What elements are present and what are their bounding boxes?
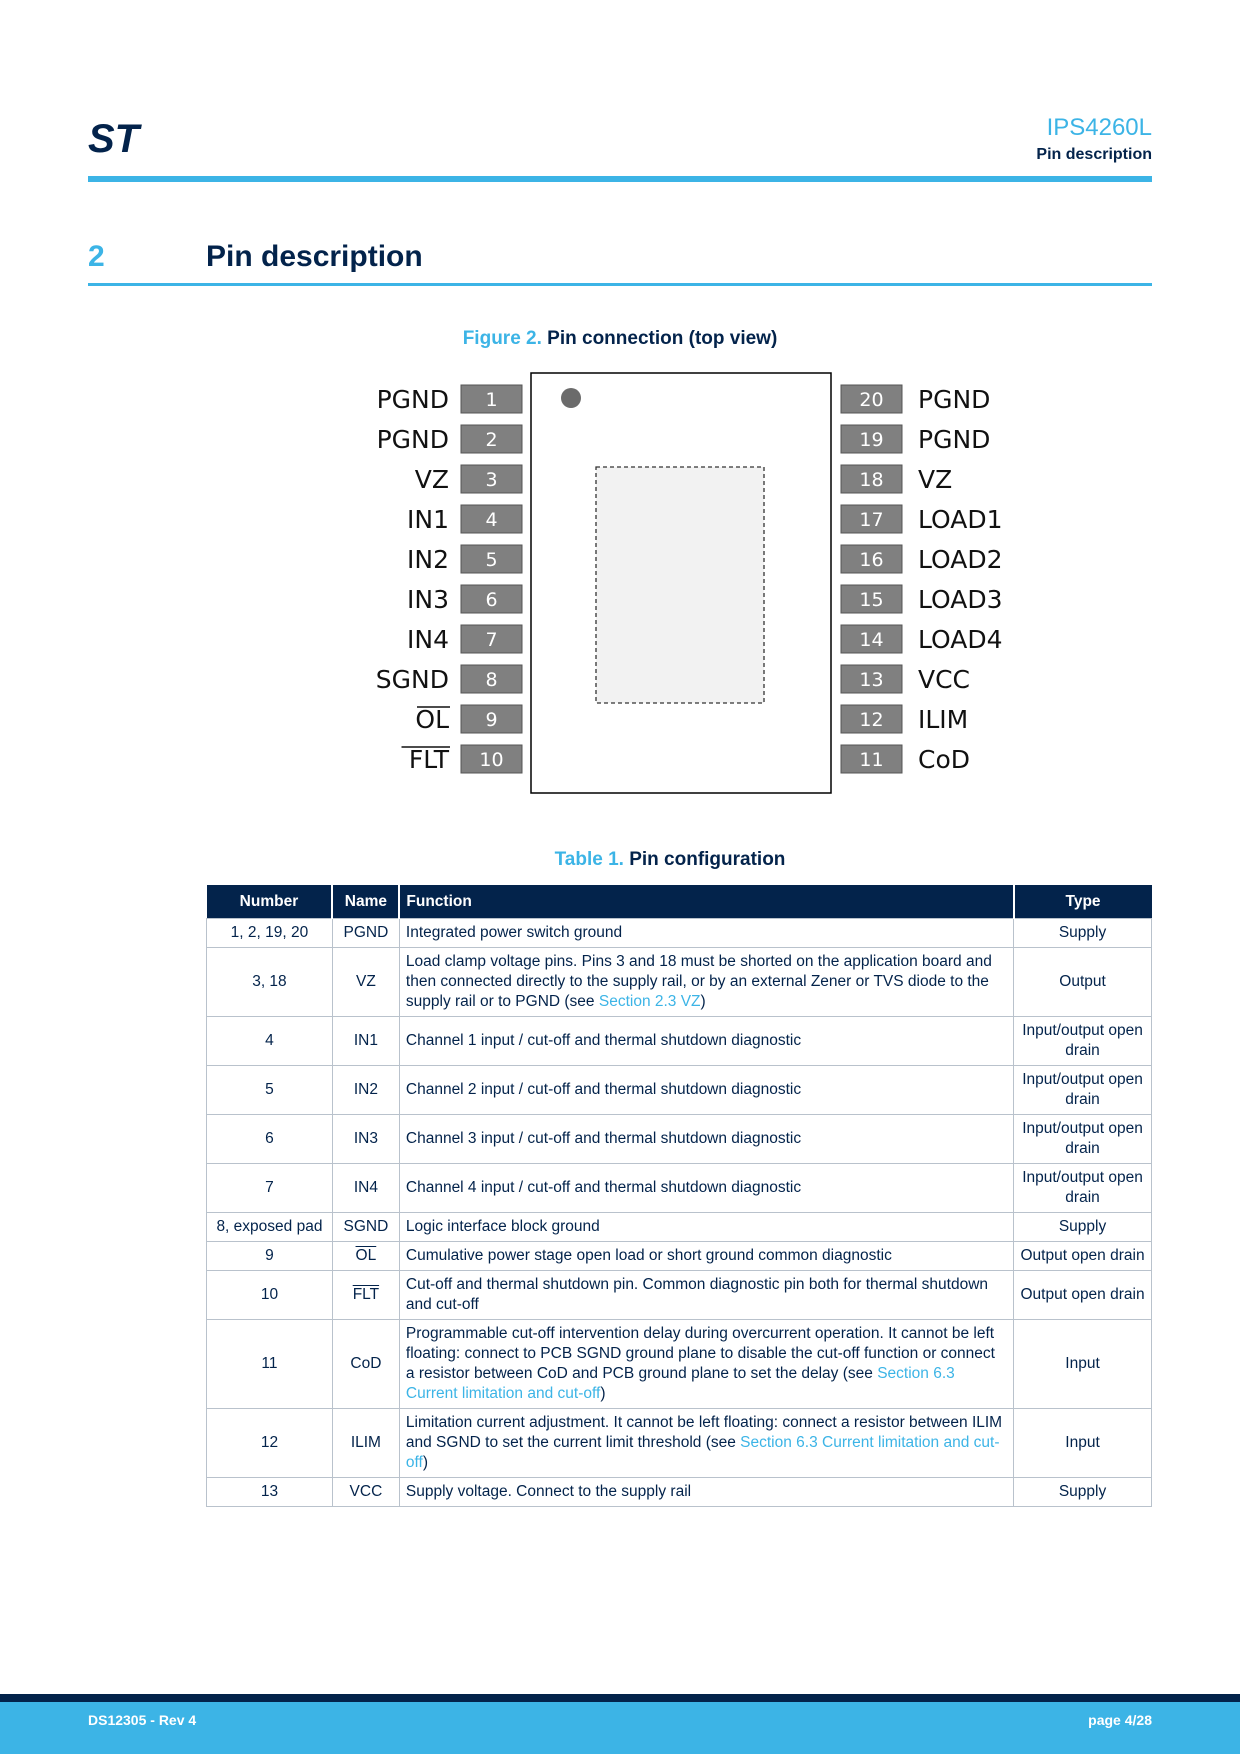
cell-function: [399, 948, 1013, 1017]
cell-name: $\overline{OL}$: [332, 1242, 399, 1271]
cell-type: Input: [1014, 1409, 1152, 1478]
cell-type: Input/output open drain: [1014, 1164, 1152, 1213]
table-title: Pin configuration: [629, 849, 786, 870]
section-link[interactable]: Section 6.3 Current limitation and cut-off: [405, 1365, 955, 1402]
column-header-name: Name: [332, 885, 399, 919]
footer-page-number: page 4/28: [1088, 1712, 1152, 1728]
table-caption: [170, 849, 1170, 871]
cell-name: IN1: [332, 1017, 399, 1066]
footer-bar: [0, 1702, 1240, 1754]
pin-number: 19: [859, 429, 884, 451]
pin-name: ILIM: [918, 705, 969, 734]
st-logo: [88, 118, 158, 158]
cell-function: [399, 1017, 1013, 1066]
table-row: [207, 1017, 1152, 1066]
pin-number: 7: [485, 629, 498, 651]
table-row: [207, 1409, 1152, 1478]
pin-name: IN4: [407, 625, 449, 654]
table-row: [207, 948, 1152, 1017]
cell-function: [399, 1164, 1013, 1213]
cell-function: [399, 1271, 1013, 1320]
left-pin-column: [376, 385, 522, 774]
pin-number: 15: [859, 589, 884, 611]
table-row: [207, 1164, 1152, 1213]
pin-name: LOAD3: [918, 585, 1003, 614]
table-row: [207, 1115, 1152, 1164]
exposed-pad: [596, 467, 764, 703]
pin-name: CoD: [918, 745, 971, 774]
pin-name: VZ: [918, 465, 953, 494]
header-divider: [88, 176, 1152, 182]
figure-title: Pin connection (top view): [547, 328, 778, 349]
pin-configuration-table: [206, 885, 1152, 1507]
function-text: Integrated power switch ground: [405, 924, 623, 941]
cell-function: [399, 1115, 1013, 1164]
cell-name: VCC: [332, 1478, 399, 1507]
cell-number: 4: [207, 1017, 333, 1066]
section-link[interactable]: Section 2.3 VZ: [598, 993, 701, 1010]
pin-name: VZ: [414, 465, 449, 494]
cell-number: 1, 2, 19, 20: [207, 919, 333, 948]
pin-connection-diagram: [360, 370, 1020, 796]
document-title: IPS4260L: [1046, 114, 1152, 141]
cell-type: Output open drain: [1014, 1242, 1152, 1271]
function-text: Programmable cut-off intervention delay during overcurrent operation. It cannot be left floating: connect to PCB SGND ground plane to disable the cut-off function or connect a resistor between CoD and PCB ground plane to set the delay (see: [405, 1325, 995, 1382]
pin-name: IN3: [407, 585, 449, 614]
table-row: [207, 1242, 1152, 1271]
cell-name: IN4: [332, 1164, 399, 1213]
function-text-end: ): [600, 1385, 606, 1402]
cell-name: PGND: [332, 919, 399, 948]
cell-function: [399, 1213, 1013, 1242]
cell-function: [399, 1066, 1013, 1115]
table-label: Table 1.: [554, 849, 624, 870]
cell-name: IN2: [332, 1066, 399, 1115]
cell-number: 8, exposed pad: [207, 1213, 333, 1242]
pin-number: 5: [485, 549, 498, 571]
pin-name: PGND: [918, 385, 991, 414]
pin-name: IN1: [407, 505, 449, 534]
pin-number: 17: [859, 509, 884, 531]
figure-caption: [0, 328, 1240, 350]
section-title: Pin description: [206, 240, 423, 273]
cell-number: 5: [207, 1066, 333, 1115]
cell-number: 6: [207, 1115, 333, 1164]
cell-function: [399, 919, 1013, 948]
cell-type: Input/output open drain: [1014, 1017, 1152, 1066]
cell-name: SGND: [332, 1213, 399, 1242]
function-text: Supply voltage. Connect to the supply rail: [405, 1483, 692, 1500]
footer-document-id: DS12305 - Rev 4: [88, 1712, 197, 1728]
function-text: Channel 1 input / cut-off and thermal shutdown diagnostic: [405, 1032, 802, 1049]
pin-number: 11: [859, 749, 884, 771]
function-text: Channel 3 input / cut-off and thermal shutdown diagnostic: [405, 1130, 802, 1147]
table-body: [207, 919, 1152, 1507]
figure-label: Figure 2.: [462, 328, 542, 349]
cell-number: 13: [207, 1478, 333, 1507]
pin-number: 9: [485, 709, 498, 731]
pin-number: 2: [485, 429, 498, 451]
function-text: Load clamp voltage pins. Pins 3 and 18 must be shorted on the application board and then connected directly to the supply rail, or by an external Zener or TVS diode to the supply rail or to PGND (see: [405, 953, 992, 1010]
pin-number: 18: [859, 469, 884, 491]
cell-type: Input/output open drain: [1014, 1115, 1152, 1164]
cell-function: [399, 1320, 1013, 1409]
pin-number: 3: [485, 469, 498, 491]
pin-name: VCC: [918, 665, 971, 694]
cell-function: [399, 1242, 1013, 1271]
pin-number: 14: [859, 629, 884, 651]
column-header-function: Function: [399, 885, 1013, 919]
cell-name: ILIM: [332, 1409, 399, 1478]
cell-function: [399, 1409, 1013, 1478]
pin-name: PGND: [376, 385, 449, 414]
cell-type: Output: [1014, 948, 1152, 1017]
table-row: [207, 1320, 1152, 1409]
function-text-end: ): [422, 1454, 429, 1471]
table-row: [207, 1271, 1152, 1320]
table-row: [207, 1066, 1152, 1115]
cell-type: Input/output open drain: [1014, 1066, 1152, 1115]
pin-number: 4: [485, 509, 498, 531]
footer-top-band: [0, 1694, 1240, 1702]
table-row: [207, 919, 1152, 948]
cell-number: 10: [207, 1271, 333, 1320]
cell-name: VZ: [332, 948, 399, 1017]
function-text: Logic interface block ground: [405, 1218, 600, 1235]
cell-number: 9: [207, 1242, 333, 1271]
pin-number: 16: [859, 549, 884, 571]
column-header-type: Type: [1014, 885, 1152, 919]
pin-number: 10: [479, 749, 504, 771]
cell-type: Supply: [1014, 1478, 1152, 1507]
pin-number: 12: [859, 709, 884, 731]
pin-name: PGND: [918, 425, 991, 454]
cell-number: 12: [207, 1409, 333, 1478]
cell-name: $\overline{FLT}$: [332, 1271, 399, 1320]
cell-type: Output open drain: [1014, 1271, 1152, 1320]
table-header-row: [207, 885, 1152, 919]
function-text: Channel 2 input / cut-off and thermal shutdown diagnostic: [405, 1081, 802, 1098]
right-pin-column: [841, 385, 1003, 774]
function-text-end: ): [700, 993, 706, 1010]
pin-number: 1: [485, 389, 498, 411]
section-link[interactable]: Section 6.3 Current limitation and cut-off: [405, 1434, 1000, 1471]
cell-number: 11: [207, 1320, 333, 1409]
cell-type: Supply: [1014, 1213, 1152, 1242]
cell-type: Supply: [1014, 919, 1152, 948]
pin-name: LOAD4: [918, 625, 1003, 654]
pin-name: IN2: [407, 545, 449, 574]
table-row: [207, 1213, 1152, 1242]
svg-text:ST: ST: [88, 118, 140, 158]
cell-number: 3, 18: [207, 948, 333, 1017]
pin-number: 8: [485, 669, 498, 691]
document-subtitle: Pin description: [1036, 146, 1152, 163]
pin-name: PGND: [376, 425, 449, 454]
pin-name: LOAD2: [918, 545, 1003, 574]
pin-number: 6: [485, 589, 498, 611]
function-text: Cumulative power stage open load or short ground common diagnostic: [405, 1247, 892, 1264]
cell-name: CoD: [332, 1320, 399, 1409]
pin1-marker: [561, 388, 581, 408]
pin-number: 13: [859, 669, 884, 691]
pin-number: 20: [859, 389, 884, 411]
function-text: Cut-off and thermal shutdown pin. Common diagnostic pin both for thermal shutdown and cut-off: [405, 1276, 989, 1313]
pin-name: OL: [415, 705, 449, 734]
function-text: Limitation current adjustment. It cannot be left floating: connect a resistor between ILIM and SGND to set the current limit threshold (see: [405, 1414, 1003, 1451]
pin-name: SGND: [375, 665, 449, 694]
pin-name: FLT: [408, 745, 449, 774]
column-header-number: Number: [207, 885, 333, 919]
cell-name: IN3: [332, 1115, 399, 1164]
pin-name: LOAD1: [918, 505, 1003, 534]
cell-number: 7: [207, 1164, 333, 1213]
cell-function: [399, 1478, 1013, 1507]
table-row: [207, 1478, 1152, 1507]
section-number: 2: [88, 240, 105, 273]
cell-type: Input: [1014, 1320, 1152, 1409]
section-divider: [88, 283, 1152, 286]
function-text: Channel 4 input / cut-off and thermal shutdown diagnostic: [405, 1179, 802, 1196]
